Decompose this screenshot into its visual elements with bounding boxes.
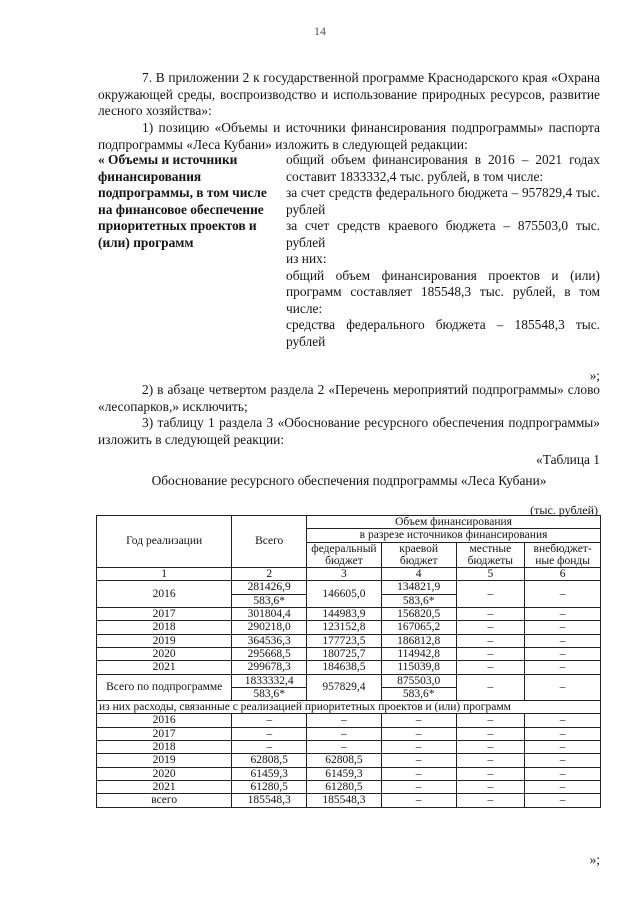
row-year: 2018 [97, 621, 232, 634]
priority-regional: – [381, 741, 456, 754]
row-regional: 156820,5 [381, 608, 456, 621]
total-regional: 875503,0 [381, 674, 456, 687]
table-row [97, 608, 601, 621]
column-number: 1 [97, 568, 232, 581]
row-extra: – [525, 647, 601, 660]
row-local: – [456, 621, 525, 634]
priority-extra: – [525, 767, 601, 780]
row-local: – [456, 634, 525, 647]
column-number: 5 [456, 568, 525, 581]
priority-regional: – [381, 767, 456, 780]
priority-row [97, 741, 601, 754]
table-row [97, 621, 601, 634]
priority-total: 62808,5 [232, 754, 307, 767]
priority-federal: – [307, 714, 382, 727]
subitem-1-paragraph: 1) позицию «Объемы и источники финансирования подпрограммы» паспорта подпрограммы «Леса Кубани» изложить в следующей редакции: [98, 120, 600, 152]
row-local: – [456, 581, 525, 608]
row-regional: 114942,8 [381, 647, 456, 660]
row-regional: 186812,8 [381, 634, 456, 647]
priority-local: – [456, 714, 525, 727]
header-extra: внебюджет-ные фонды [525, 542, 601, 568]
priority-total: – [232, 727, 307, 740]
resource-table [96, 515, 601, 808]
row-total: 290218,0 [232, 621, 307, 634]
row-extra: – [525, 661, 601, 674]
header-local: местные бюджеты [456, 542, 525, 568]
priority-local: – [456, 741, 525, 754]
priority-federal: 62808,5 [307, 754, 382, 767]
priority-year: 2018 [97, 741, 232, 754]
total-total-extra: 583,6* [232, 687, 307, 700]
priority-federal: 61459,3 [307, 767, 382, 780]
row-federal: 180725,7 [307, 647, 382, 660]
priority-row [97, 754, 601, 767]
header-federal: федеральный бюджет [307, 542, 382, 568]
row-year: 2020 [97, 647, 232, 660]
row-extra: – [525, 581, 601, 608]
priority-row [97, 714, 601, 727]
header-total: Всего [232, 516, 307, 568]
priority-row [97, 767, 601, 780]
header-regional: краевой бюджет [381, 542, 456, 568]
priority-year: 2020 [97, 767, 232, 780]
passport-closing: »; [589, 368, 600, 383]
row-local: – [456, 608, 525, 621]
table-units: (тыс. рублей) [530, 503, 598, 517]
priority-federal: 61280,5 [307, 780, 382, 793]
priority-federal: – [307, 741, 382, 754]
row-local: – [456, 661, 525, 674]
priority-year: 2019 [97, 754, 232, 767]
row-regional-extra: 583,6* [381, 594, 456, 607]
priority-extra: – [525, 780, 601, 793]
priority-local: – [456, 727, 525, 740]
header-volume: Объем финансирования [307, 516, 601, 529]
row-year: 2016 [97, 581, 232, 608]
passport-text [286, 152, 600, 350]
row-extra: – [525, 608, 601, 621]
row-local: – [456, 647, 525, 660]
row-regional: 134821,9 [381, 581, 456, 594]
header-breakdown: в разрезе источников финансирования [307, 529, 601, 542]
total-extra: – [525, 674, 601, 701]
table-reference: «Таблица 1 [536, 452, 600, 467]
column-number: 2 [232, 568, 307, 581]
total-local: – [456, 674, 525, 701]
priority-total: – [232, 714, 307, 727]
column-number: 6 [525, 568, 601, 581]
priority-local: – [456, 794, 525, 807]
passport-line: общий объем финансирования проектов и (или) программ составляет 185548,3 тыс. рублей, в том числе: [286, 267, 600, 316]
priority-total: 61459,3 [232, 767, 307, 780]
priority-total: 61280,5 [232, 780, 307, 793]
row-extra: – [525, 634, 601, 647]
header-year: Год реализации [97, 516, 232, 568]
table-header-row [97, 516, 601, 529]
priority-year: 2016 [97, 714, 232, 727]
row-federal: 184638,5 [307, 661, 382, 674]
row-total-extra: 583,6* [232, 594, 307, 607]
row-regional: 115039,8 [381, 661, 456, 674]
row-federal: 144983,9 [307, 608, 382, 621]
priority-label-row [97, 701, 601, 714]
priority-regional: – [381, 714, 456, 727]
priority-extra: – [525, 794, 601, 807]
row-extra: – [525, 621, 601, 634]
column-number: 3 [307, 568, 382, 581]
subitem-2-paragraph: 2) в абзаце четвертом раздела 2 «Перечень мероприятий подпрограммы» слово «лесопарков,» исключить; [98, 382, 600, 414]
priority-extra: – [525, 741, 601, 754]
priority-extra: – [525, 714, 601, 727]
priority-federal: – [307, 727, 382, 740]
row-total: 301804,4 [232, 608, 307, 621]
item-7-paragraph: 7. В приложении 2 к государственной программе Краснодарского края «Охрана окружающей среды, воспроизводство и использование природных ресурсов, развитие лесного хозяйства»: [98, 70, 600, 118]
table-row [97, 647, 601, 660]
priority-local: – [456, 767, 525, 780]
passport-label: « Объемы и источники финансирования подпрограммы, в том числе на финансовое обеспечение приоритетных проектов и (или) программ [98, 152, 267, 250]
row-federal: 177723,5 [307, 634, 382, 647]
priority-regional: – [381, 727, 456, 740]
priority-total: 185548,3 [232, 794, 307, 807]
row-year: 2017 [97, 608, 232, 621]
total-row [97, 674, 601, 687]
total-federal: 957829,4 [307, 674, 382, 701]
priority-total: – [232, 741, 307, 754]
passport-line: общий объем финансирования в 2016 – 2021 годах составит 1833332,4 тыс. рублей, в том числе: [286, 152, 600, 184]
priority-extra: – [525, 754, 601, 767]
row-regional: 167065,2 [381, 621, 456, 634]
total-label: Всего по подпрограмме [97, 674, 232, 701]
row-total: 281426,9 [232, 581, 307, 594]
priority-regional: – [381, 754, 456, 767]
priority-year: 2021 [97, 780, 232, 793]
row-total: 364536,3 [232, 634, 307, 647]
priority-row [97, 794, 601, 807]
passport-line: средства федерального бюджета – 185548,3 тыс. рублей [286, 317, 600, 349]
page-number: 14 [314, 24, 326, 38]
priority-row [97, 780, 601, 793]
table-row [97, 634, 601, 647]
passport-line: за счет средств краевого бюджета – 875503,0 тыс. рублей [286, 218, 600, 250]
final-closing: »; [589, 852, 600, 867]
row-total: 295668,5 [232, 647, 307, 660]
total-regional-extra: 583,6* [381, 687, 456, 700]
priority-local: – [456, 780, 525, 793]
subitem-3-paragraph: 3) таблицу 1 раздела 3 «Обоснование ресурсного обеспечения подпрограммы» изложить в следующей реакции: [98, 415, 600, 447]
row-year: 2019 [97, 634, 232, 647]
priority-federal: 185548,3 [307, 794, 382, 807]
passport-line: из них: [286, 251, 327, 266]
table-row [97, 661, 601, 674]
row-federal: 146605,0 [307, 581, 382, 608]
row-total: 299678,3 [232, 661, 307, 674]
table-row [97, 581, 601, 594]
priority-year: 2017 [97, 727, 232, 740]
row-federal: 123152,8 [307, 621, 382, 634]
priority-year: всего [97, 794, 232, 807]
row-year: 2021 [97, 661, 232, 674]
table-title: Обоснование ресурсного обеспечения подпрограммы «Леса Кубани» [151, 473, 547, 488]
column-number: 4 [381, 568, 456, 581]
passport-line: за счет средств федерального бюджета – 957829,4 тыс. рублей [286, 185, 600, 217]
priority-row [97, 727, 601, 740]
priority-regional: – [381, 780, 456, 793]
priority-regional: – [381, 794, 456, 807]
priority-extra: – [525, 727, 601, 740]
total-total: 1833332,4 [232, 674, 307, 687]
priority-local: – [456, 754, 525, 767]
column-number-row [97, 568, 601, 581]
priority-label: из них расходы, связанные с реализацией приоритетных проектов и (или) программ [97, 701, 601, 714]
